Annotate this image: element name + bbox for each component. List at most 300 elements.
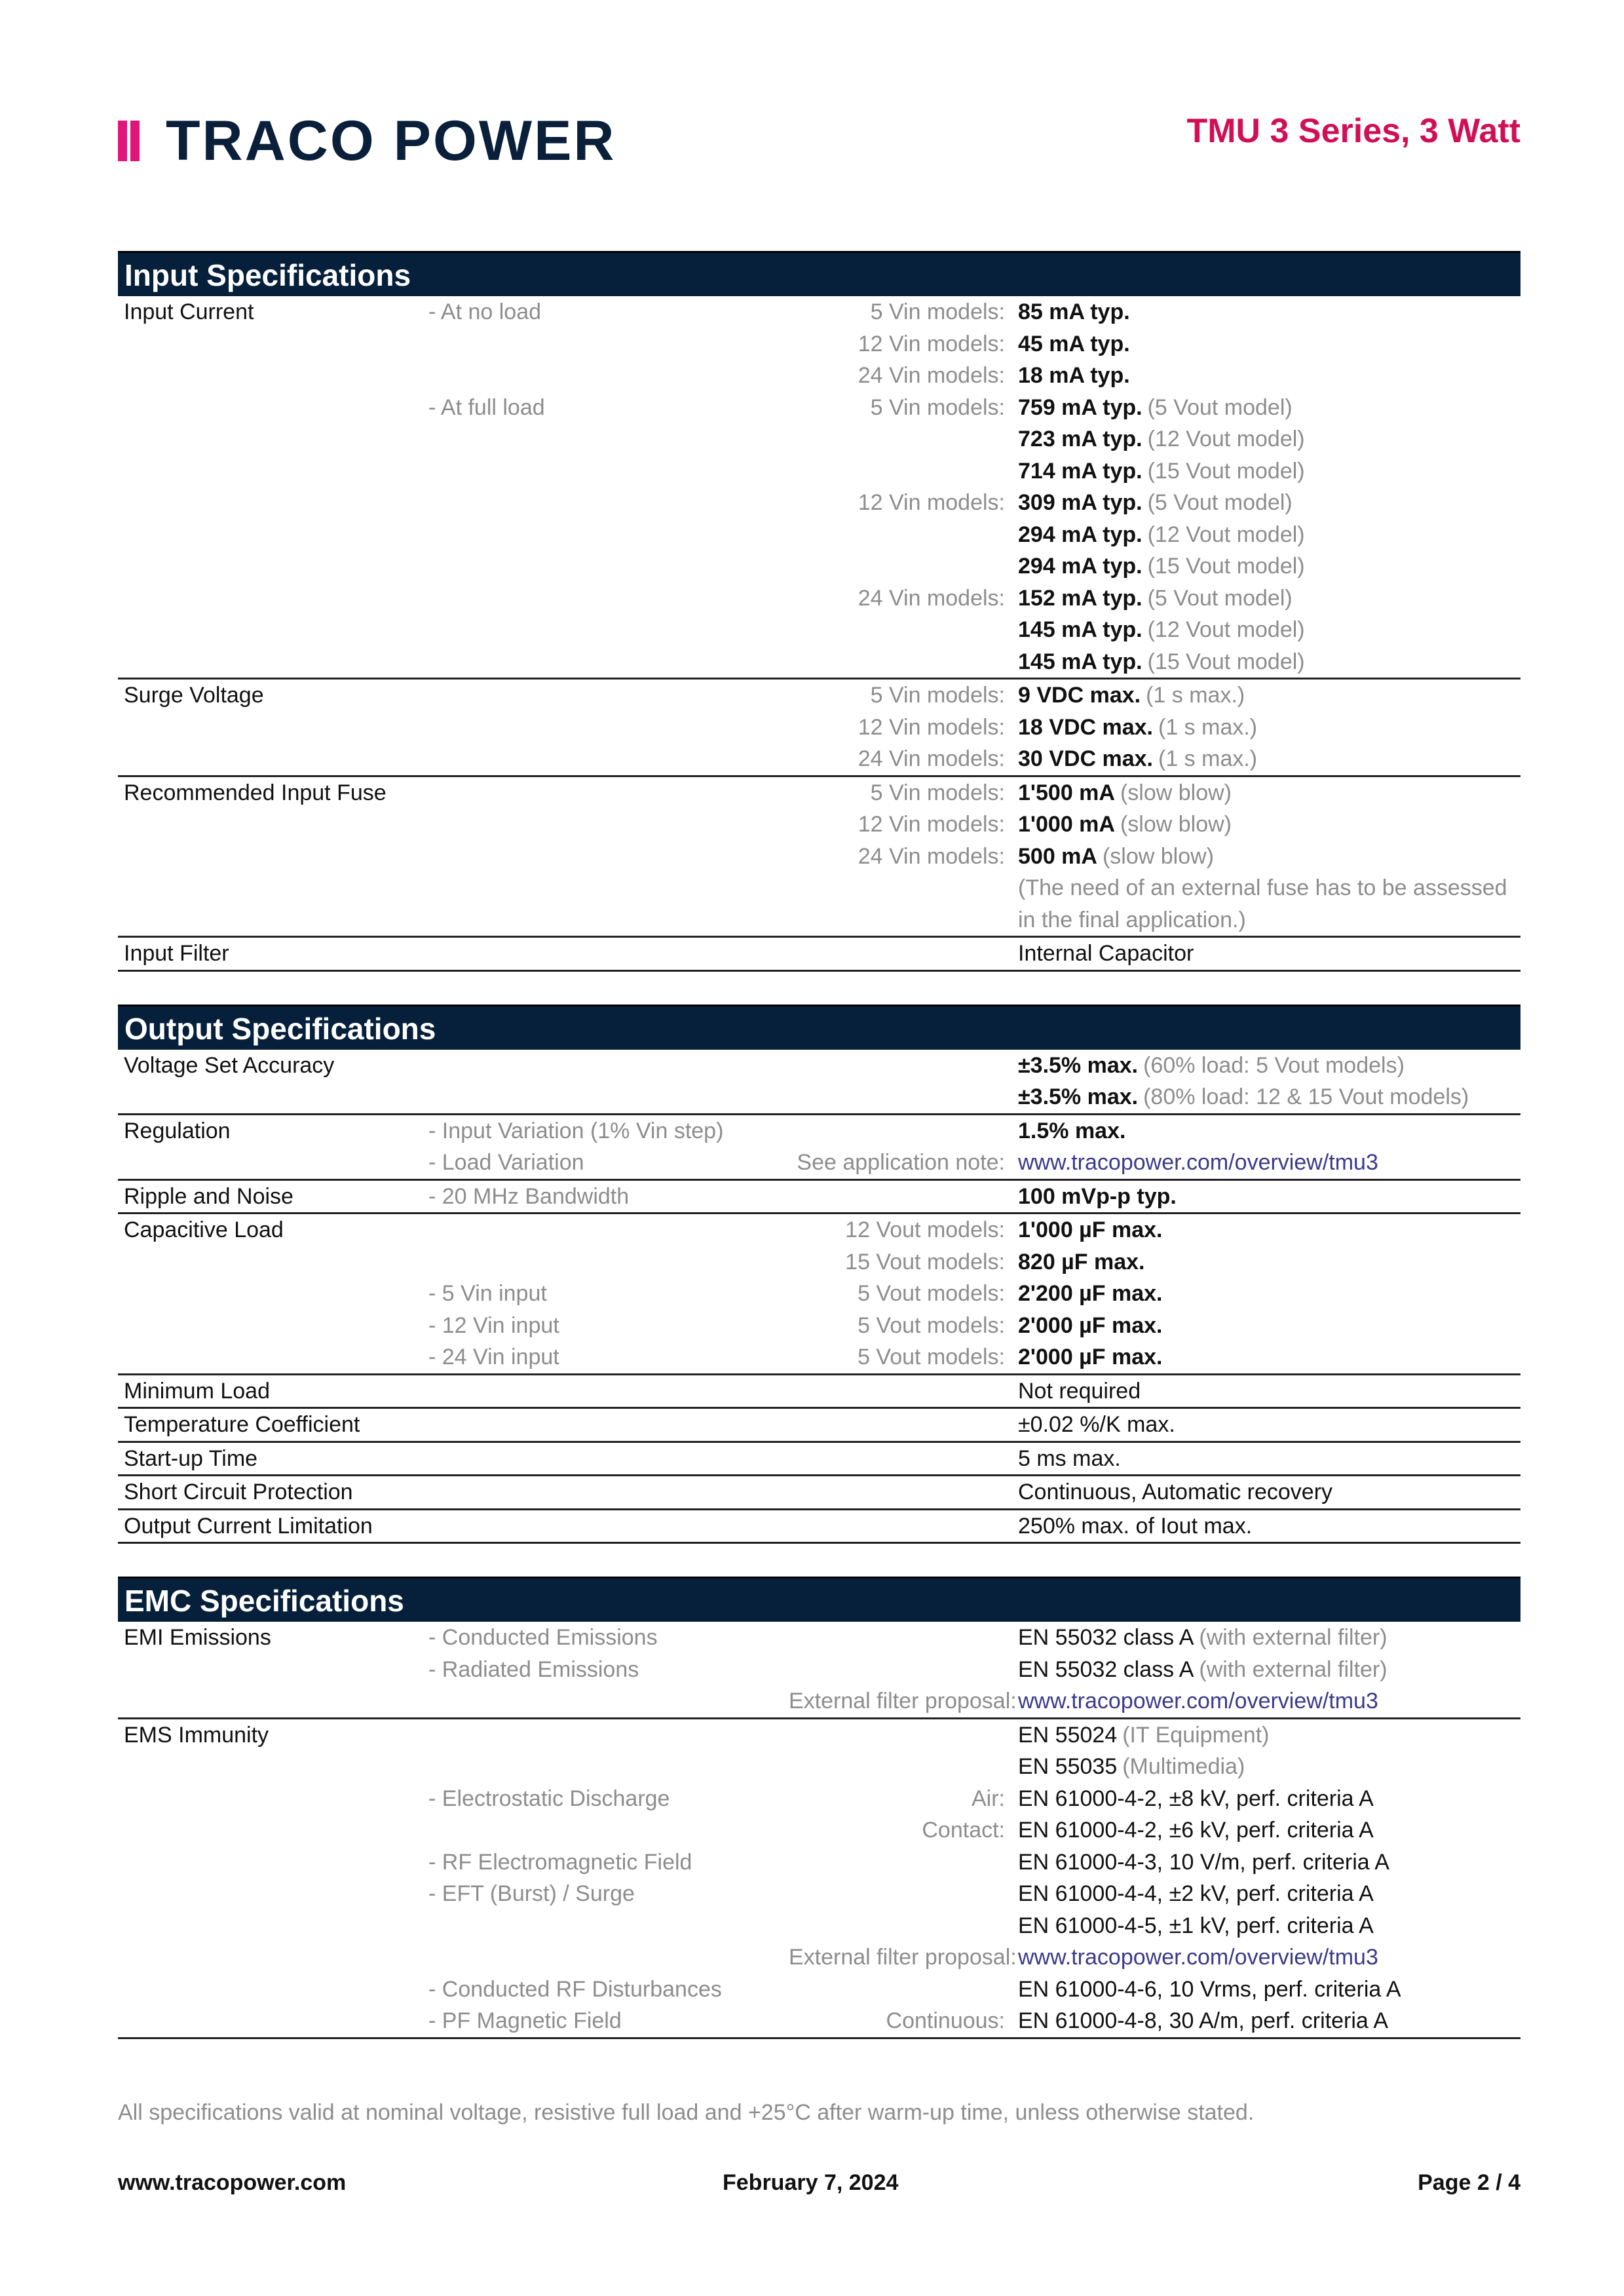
spec-value xyxy=(1018,614,1305,646)
model-label: Air: xyxy=(972,1786,1005,1811)
condition-label xyxy=(428,1375,789,1407)
condition-label xyxy=(428,1050,789,1082)
condition-label xyxy=(428,1685,789,1717)
spec-row xyxy=(118,1846,1520,1879)
parameter-label xyxy=(118,360,428,392)
spec-row xyxy=(118,1409,1520,1441)
spec-value xyxy=(1018,1846,1389,1879)
condition-label xyxy=(428,1443,789,1475)
spec-value xyxy=(1018,1341,1162,1373)
spec-tables xyxy=(118,251,1520,2072)
value-note: in the final application.) xyxy=(1018,907,1246,932)
parameter-label xyxy=(118,1814,428,1846)
model-label xyxy=(789,1751,1018,1783)
spec-value xyxy=(1018,550,1305,583)
spec-value xyxy=(1018,1751,1245,1783)
value-note: (with external filter) xyxy=(1199,1656,1388,1682)
condition-label: - Radiated Emissions xyxy=(428,1656,639,1682)
spec-group xyxy=(118,1719,1520,2039)
parameter-label xyxy=(118,487,428,519)
spec-group xyxy=(118,1115,1520,1181)
condition-label xyxy=(428,614,789,646)
spec-row xyxy=(118,519,1520,551)
spec-value xyxy=(1018,938,1194,970)
value-note: (1 s max.) xyxy=(1146,683,1245,708)
value-text: Internal Capacitor xyxy=(1018,941,1194,966)
spec-row xyxy=(118,1081,1520,1113)
spec-row xyxy=(118,1910,1520,1942)
value-bold: 18 mA typ. xyxy=(1018,363,1130,388)
model-label xyxy=(789,1375,1018,1407)
spec-row xyxy=(118,1942,1520,1974)
value-text: EN 55035 xyxy=(1018,1754,1118,1779)
condition-label xyxy=(428,872,789,904)
spec-value xyxy=(1018,777,1232,809)
parameter-label xyxy=(118,1246,428,1278)
condition-label xyxy=(428,1751,789,1783)
model-label xyxy=(789,519,1018,551)
condition-label: - Load Variation xyxy=(428,1150,584,1175)
spec-row xyxy=(118,743,1520,775)
spec-row xyxy=(118,2005,1520,2037)
spec-value xyxy=(1018,1246,1144,1278)
parameter-label: Surge Voltage xyxy=(124,683,264,708)
value-text: EN 55032 class A xyxy=(1018,1656,1194,1682)
value-bold: 500 mA xyxy=(1018,843,1097,869)
model-label: Contact: xyxy=(922,1818,1005,1843)
condition-label: - Electrostatic Discharge xyxy=(428,1786,670,1811)
spec-row xyxy=(118,679,1520,712)
model-label xyxy=(789,938,1018,970)
spec-value xyxy=(1018,1214,1162,1246)
model-label: Continuous: xyxy=(886,2008,1005,2033)
value-bold: 294 mA typ. xyxy=(1018,522,1142,547)
value-text: EN 55024 xyxy=(1018,1722,1118,1748)
logo-bars-icon xyxy=(118,121,140,161)
document-title: TMU 3 Series, 3 Watt xyxy=(1186,112,1520,150)
value-note: (80% load: 12 & 15 Vout models) xyxy=(1143,1084,1469,1109)
value-bold: 2'000 µF max. xyxy=(1018,1345,1163,1369)
value-note: (slow blow) xyxy=(1120,812,1232,837)
parameter-label: Minimum Load xyxy=(124,1378,270,1404)
parameter-label xyxy=(118,583,428,615)
value-text: EN 61000-4-2, ±6 kV, perf. criteria A xyxy=(1018,1818,1374,1843)
value-note: (12 Vout model) xyxy=(1147,427,1305,451)
value-bold: 714 mA typ. xyxy=(1018,458,1142,484)
model-label xyxy=(789,1622,1018,1654)
value-note: (15 Vout model) xyxy=(1147,458,1305,484)
spec-group xyxy=(118,1622,1520,1719)
spec-row xyxy=(118,1476,1520,1508)
spec-row xyxy=(118,1375,1520,1407)
spec-row xyxy=(118,712,1520,744)
spec-row xyxy=(118,1751,1520,1783)
parameter-label: Regulation xyxy=(124,1118,231,1143)
parameter-label xyxy=(118,1974,428,2006)
value-bold: 30 VDC max. xyxy=(1018,746,1153,771)
parameter-label: Recommended Input Fuse xyxy=(124,780,387,805)
spec-value xyxy=(1018,583,1293,615)
value-text: EN 61000-4-3, 10 V/m, perf. criteria A xyxy=(1018,1849,1389,1875)
parameter-label xyxy=(118,2005,428,2037)
model-label: 12 Vin models: xyxy=(858,714,1005,740)
parameter-label: EMS Immunity xyxy=(124,1722,269,1748)
value-bold: 18 VDC max. xyxy=(1018,714,1153,740)
model-label: 12 Vin models: xyxy=(858,490,1005,515)
model-label: 12 Vin models: xyxy=(858,812,1005,837)
value-bold: 1'000 µF max. xyxy=(1018,1217,1163,1242)
model-label xyxy=(789,1443,1018,1475)
value-bold: 820 µF max. xyxy=(1018,1249,1145,1274)
condition-label xyxy=(428,328,789,360)
value-bold: ±3.5% max. xyxy=(1018,1052,1139,1078)
condition-label: - 24 Vin input xyxy=(428,1345,559,1369)
model-label xyxy=(789,1115,1018,1147)
spec-row xyxy=(118,583,1520,615)
spec-row xyxy=(118,938,1520,970)
spec-value xyxy=(1018,1278,1162,1310)
parameter-label: Short Circuit Protection xyxy=(124,1480,353,1504)
spec-row xyxy=(118,392,1520,424)
model-label xyxy=(789,423,1018,455)
model-label: 5 Vin models: xyxy=(870,780,1005,805)
spec-value xyxy=(1018,1974,1401,2006)
parameter-label xyxy=(118,1310,428,1342)
condition-label xyxy=(428,423,789,455)
parameter-label xyxy=(118,392,428,424)
condition-label xyxy=(428,938,789,970)
spec-value xyxy=(1018,1878,1374,1910)
parameter-label xyxy=(118,1654,428,1686)
value-note: (12 Vout model) xyxy=(1147,522,1305,547)
spec-value xyxy=(1018,646,1305,678)
logo-text: TRACO POWER xyxy=(166,109,616,172)
spec-value xyxy=(1018,1050,1405,1082)
spec-row xyxy=(118,423,1520,455)
value-note: (5 Vout model) xyxy=(1147,490,1293,515)
spec-value xyxy=(1018,2005,1388,2037)
model-label: 5 Vout models: xyxy=(858,1312,1005,1338)
model-label: 5 Vin models: xyxy=(870,394,1005,420)
spec-value xyxy=(1018,360,1130,392)
spec-row xyxy=(118,872,1520,904)
footer-website[interactable]: www.tracopower.com xyxy=(118,2170,347,2195)
spec-row xyxy=(118,1783,1520,1815)
model-label: See application note: xyxy=(797,1150,1005,1175)
parameter-label xyxy=(118,1751,428,1783)
value-text: 5 ms max. xyxy=(1018,1445,1121,1471)
model-label: 24 Vin models: xyxy=(858,363,1005,388)
parameter-label xyxy=(118,1783,428,1815)
condition-label xyxy=(428,841,789,873)
model-label xyxy=(789,1719,1018,1751)
model-label xyxy=(789,1974,1018,2006)
model-label xyxy=(789,1846,1018,1879)
value-text: Continuous, Automatic recovery xyxy=(1018,1480,1333,1504)
model-label: 12 Vout models: xyxy=(845,1217,1005,1242)
spec-group xyxy=(118,1181,1520,1215)
spec-value xyxy=(1018,809,1232,841)
condition-label xyxy=(428,1814,789,1846)
spec-value xyxy=(1018,1081,1469,1113)
condition-label xyxy=(428,743,789,775)
spec-row xyxy=(118,1278,1520,1310)
condition-label xyxy=(428,904,789,936)
parameter-label xyxy=(118,904,428,936)
value-bold: 152 mA typ. xyxy=(1018,585,1142,611)
spec-group xyxy=(118,938,1520,972)
model-label xyxy=(789,1510,1018,1542)
section-heading: Input Specifications xyxy=(118,251,1520,296)
parameter-label xyxy=(118,1685,428,1717)
application-note-link[interactable]: www.tracopower.com/overview/tmu3 xyxy=(1018,1150,1378,1175)
model-label xyxy=(789,1654,1018,1686)
parameter-label: Output Current Limitation xyxy=(124,1513,373,1539)
condition-label: - Input Variation (1% Vin step) xyxy=(428,1118,724,1143)
value-bold: ±3.5% max. xyxy=(1018,1084,1139,1109)
spec-row xyxy=(118,1719,1520,1751)
spec-section xyxy=(118,1577,1520,2039)
condition-label xyxy=(428,455,789,488)
footnote: All specifications valid at nominal voltage, resistive full load and +25°C after warm-up time, unless otherwise stated. xyxy=(118,2100,1255,2125)
value-bold: 9 VDC max. xyxy=(1018,683,1141,708)
value-bold: 100 mVp-p typ. xyxy=(1018,1183,1177,1209)
model-label xyxy=(789,1476,1018,1508)
parameter-label: Input Current xyxy=(124,299,254,324)
spec-group xyxy=(118,1476,1520,1510)
section-heading: EMC Specifications xyxy=(118,1577,1520,1622)
model-label xyxy=(789,455,1018,488)
parameter-label xyxy=(118,1081,428,1113)
value-note: (IT Equipment) xyxy=(1122,1722,1270,1748)
parameter-label xyxy=(118,841,428,873)
parameter-label xyxy=(118,1846,428,1879)
spec-row xyxy=(118,777,1520,809)
parameter-label xyxy=(118,1878,428,1910)
spec-value xyxy=(1018,1115,1125,1147)
spec-value xyxy=(1018,872,1507,904)
parameter-label xyxy=(118,1341,428,1373)
traco-power-logo xyxy=(118,109,616,172)
condition-label: - EFT (Burst) / Surge xyxy=(428,1881,635,1906)
spec-value xyxy=(1018,328,1130,360)
spec-group xyxy=(118,1409,1520,1443)
parameter-label xyxy=(118,455,428,488)
value-text: EN 61000-4-5, ±1 kV, perf. criteria A xyxy=(1018,1913,1374,1938)
spec-group xyxy=(118,1443,1520,1477)
spec-value xyxy=(1018,392,1293,424)
model-label xyxy=(789,1878,1018,1910)
condition-label xyxy=(428,1510,789,1542)
spec-value xyxy=(1018,712,1257,744)
parameter-label xyxy=(118,712,428,744)
spec-row xyxy=(118,1814,1520,1846)
model-label xyxy=(789,872,1018,904)
value-note: (5 Vout model) xyxy=(1147,394,1293,420)
parameter-label xyxy=(118,423,428,455)
spec-row xyxy=(118,455,1520,488)
condition-label xyxy=(428,1409,789,1441)
value-note: (The need of an external fuse has to be assessed xyxy=(1018,875,1507,900)
model-label: 24 Vin models: xyxy=(858,746,1005,771)
condition-label xyxy=(428,360,789,392)
condition-label xyxy=(428,712,789,744)
spec-row xyxy=(118,1974,1520,2006)
parameter-label: Capacitive Load xyxy=(124,1217,284,1242)
model-label xyxy=(789,1081,1018,1113)
spec-row xyxy=(118,1246,1520,1278)
spec-value xyxy=(1018,1510,1252,1542)
value-text: ±0.02 %/K max. xyxy=(1018,1412,1175,1437)
value-note: (slow blow) xyxy=(1120,780,1232,805)
application-note-link[interactable]: www.tracopower.com/overview/tmu3 xyxy=(1018,1945,1378,1970)
condition-label xyxy=(428,1081,789,1113)
parameter-label: Temperature Coefficient xyxy=(124,1412,360,1437)
parameter-label xyxy=(118,1147,428,1179)
spec-section xyxy=(118,1004,1520,1544)
condition-label xyxy=(428,679,789,712)
parameter-label: Ripple and Noise xyxy=(124,1183,293,1209)
parameter-label xyxy=(118,1278,428,1310)
value-bold: 294 mA typ. xyxy=(1018,554,1142,579)
model-label xyxy=(789,1050,1018,1082)
spec-value xyxy=(1018,1622,1388,1654)
condition-label: - PF Magnetic Field xyxy=(428,2008,622,2033)
condition-label: - 5 Vin input xyxy=(428,1281,547,1306)
parameter-label xyxy=(118,1910,428,1942)
model-label: 5 Vout models: xyxy=(858,1281,1005,1306)
parameter-label xyxy=(118,1942,428,1974)
model-label xyxy=(789,614,1018,646)
spec-group xyxy=(118,296,1520,679)
spec-value xyxy=(1018,1375,1141,1407)
condition-label xyxy=(428,777,789,809)
spec-row xyxy=(118,487,1520,519)
condition-label xyxy=(428,1214,789,1246)
condition-label: - At full load xyxy=(428,394,545,420)
section-heading: Output Specifications xyxy=(118,1004,1520,1050)
spec-value xyxy=(1018,1654,1388,1686)
model-label: 24 Vin models: xyxy=(858,843,1005,869)
condition-label: - 20 MHz Bandwidth xyxy=(428,1183,630,1209)
value-note: (slow blow) xyxy=(1102,843,1215,869)
spec-value xyxy=(1018,841,1214,873)
spec-row xyxy=(118,1214,1520,1246)
spec-value xyxy=(1018,1910,1374,1942)
spec-value xyxy=(1018,1942,1378,1974)
spec-row xyxy=(118,1181,1520,1213)
spec-group xyxy=(118,1050,1520,1115)
value-note: (1 s max.) xyxy=(1158,746,1258,771)
spec-value xyxy=(1018,423,1305,455)
spec-row xyxy=(118,1622,1520,1654)
condition-label xyxy=(428,1476,789,1508)
spec-value xyxy=(1018,1783,1374,1815)
spec-value xyxy=(1018,679,1245,712)
value-bold: 145 mA typ. xyxy=(1018,617,1142,642)
model-label xyxy=(789,1181,1018,1213)
parameter-label: Input Filter xyxy=(124,941,229,966)
spec-row xyxy=(118,1050,1520,1082)
model-label xyxy=(789,1910,1018,1942)
condition-label xyxy=(428,646,789,678)
spec-row xyxy=(118,1685,1520,1717)
condition-label xyxy=(428,487,789,519)
parameter-label xyxy=(118,872,428,904)
condition-label xyxy=(428,1910,789,1942)
value-note: (1 s max.) xyxy=(1158,714,1258,740)
value-note: (with external filter) xyxy=(1199,1625,1388,1650)
spec-row xyxy=(118,1878,1520,1910)
model-label: 15 Vout models: xyxy=(845,1249,1005,1274)
spec-value xyxy=(1018,519,1305,551)
model-label xyxy=(789,1409,1018,1441)
spec-value xyxy=(1018,1310,1162,1342)
spec-row xyxy=(118,1443,1520,1475)
value-text: EN 61000-4-4, ±2 kV, perf. criteria A xyxy=(1018,1881,1374,1906)
parameter-label xyxy=(118,519,428,551)
spec-value xyxy=(1018,1719,1269,1751)
value-bold: 1'000 mA xyxy=(1018,812,1115,837)
spec-group xyxy=(118,777,1520,938)
spec-row xyxy=(118,614,1520,646)
model-label xyxy=(789,550,1018,583)
spec-value xyxy=(1018,743,1257,775)
footer-date: February 7, 2024 xyxy=(723,2170,899,2195)
value-bold: 759 mA typ. xyxy=(1018,394,1142,420)
spec-row xyxy=(118,360,1520,392)
parameter-label xyxy=(118,328,428,360)
condition-label xyxy=(428,519,789,551)
spec-value xyxy=(1018,1685,1378,1717)
model-label: 24 Vin models: xyxy=(858,585,1005,611)
model-label: 5 Vout models: xyxy=(858,1345,1005,1369)
condition-label: - 12 Vin input xyxy=(428,1312,559,1338)
spec-row xyxy=(118,1510,1520,1542)
value-bold: 2'200 µF max. xyxy=(1018,1281,1163,1306)
parameter-label: EMI Emissions xyxy=(124,1625,271,1650)
parameter-label: Voltage Set Accuracy xyxy=(124,1052,335,1078)
spec-row xyxy=(118,809,1520,841)
spec-row xyxy=(118,904,1520,936)
spec-value xyxy=(1018,904,1246,936)
spec-value xyxy=(1018,1443,1121,1475)
spec-row xyxy=(118,1147,1520,1179)
value-text: EN 61000-4-6, 10 Vrms, perf. criteria A xyxy=(1018,1976,1401,2002)
parameter-label xyxy=(118,550,428,583)
spec-row xyxy=(118,1115,1520,1147)
spec-value xyxy=(1018,1814,1374,1846)
value-bold: 1'500 mA xyxy=(1018,780,1115,805)
spec-group xyxy=(118,1375,1520,1409)
model-label: External filter proposal: xyxy=(789,1689,1017,1713)
spec-row xyxy=(118,296,1520,328)
spec-row xyxy=(118,1310,1520,1342)
spec-group xyxy=(118,1214,1520,1375)
value-bold: 45 mA typ. xyxy=(1018,331,1130,356)
value-bold: 1.5% max. xyxy=(1018,1118,1126,1143)
model-label: 12 Vin models: xyxy=(858,331,1005,356)
parameter-label xyxy=(118,809,428,841)
spec-row xyxy=(118,841,1520,873)
application-note-link[interactable]: www.tracopower.com/overview/tmu3 xyxy=(1018,1689,1378,1713)
value-bold: 723 mA typ. xyxy=(1018,427,1142,451)
spec-value xyxy=(1018,1147,1378,1179)
condition-label: - Conducted RF Disturbances xyxy=(428,1976,722,2002)
spec-value xyxy=(1018,1181,1177,1213)
value-text: 250% max. of Iout max. xyxy=(1018,1513,1253,1539)
parameter-label xyxy=(118,646,428,678)
